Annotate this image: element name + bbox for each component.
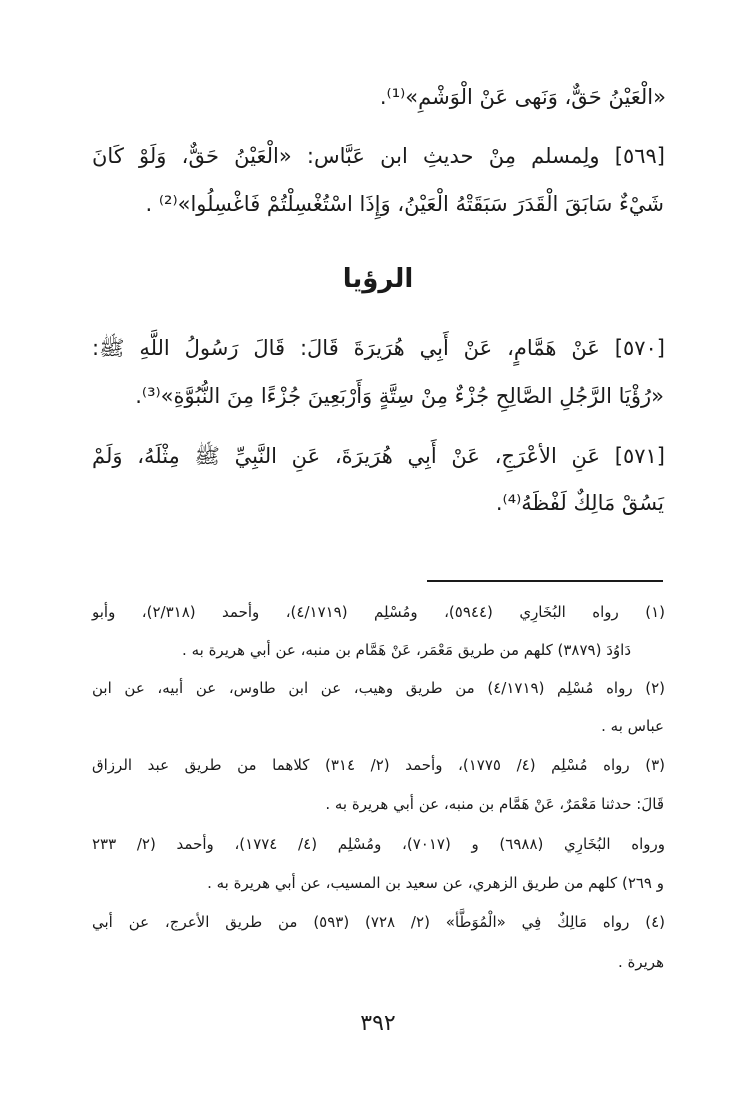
footnote-line: (٣) رواه مُسْلِم (٤/ ١٧٧٥)، وأحمد (٢/ ٣١٤) كلاهما من طريق عبد الرزاق: [92, 756, 666, 774]
body-line-1: «الْعَيْنُ حَقٌّ، وَنَهى عَنْ الْوَشْمِ»⁽¹⁾.: [379, 85, 666, 109]
hadith-570-line-1: [٥٧٠] عَنْ هَمَّامٍ، عَنْ أَبِي هُرَيرَةَ قَالَ: قَالَ رَسُولُ اللَّهِ ﷺ:: [92, 336, 665, 360]
footnote-line: ورواه البُخَارِي (٦٩٨٨) و (٧٠١٧)، ومُسْلِم (٤/ ١٧٧٤)، وأحمد (٢/ ٢٣٣: [92, 835, 666, 853]
footnote-line: (٤) رواه مَالِكٌ فِي «الْمُوَطَّأ» (٢/ ٧٢٨) (٥٩٣) من طريق الأعرج، عن أبي: [92, 913, 665, 931]
section-heading: الرؤيا: [342, 264, 414, 294]
footnote-line: و ٢٦٩) كلهم من طريق الزهري، عن سعيد بن المسيب، عن أبي هريرة به .: [207, 874, 664, 892]
footnote-line: قَالَ: حدثنا مَعْمَرٌ، عَنْ هَمَّام بن منبه، عن أبي هريرة به .: [325, 795, 664, 813]
hadith-571-line-2: يَسُقْ مَالِكٌ لَفْظَهُ⁽⁴⁾.: [495, 491, 664, 515]
footnote-line: عباس به .: [601, 717, 664, 735]
footnote-line: (٢) رواه مُسْلِم (٤/١٧١٩) من طريق وهيب، عن ابن طاوس، عن أبيه، عن ابن: [92, 679, 666, 697]
page-number: ٣٩٢: [360, 1011, 396, 1036]
footnote-line: هريرة .: [617, 953, 664, 971]
footnote-separator: [427, 580, 663, 582]
hadith-570-line-2: «رُؤْيَا الرَّجُلِ الصَّالِحِ جُزْءٌ مِنْ سِتَّةٍ وَأَرْبَعِينَ جُزْءًا مِنَ النُّبُوَّةِ»⁽³⁾.: [135, 384, 664, 408]
hadith-571-line-1: [٥٧١] عَنِ الأعْرَجِ، عَنْ أَبِي هُرَيرَةَ، عَنِ النَّبِيِّ ﷺ مِثْلَهُ، وَلَمْ: [92, 444, 665, 468]
hadith-569-line-1: [٥٦٩] ولِمسلم مِنْ حديثِ ابن عَبَّاس: «الْعَيْنُ حَقٌّ، وَلَوْ كَانَ: [92, 144, 665, 168]
footnote-line: (١) رواه البُخَارِي (٥٩٤٤)، ومُسْلِم (٤/١٧١٩)، وأحمد (٢/٣١٨)، وأبو: [92, 603, 665, 621]
footnote-line: دَاوُدَ (٣٨٧٩) كلهم من طريق مَعْمَر، عَنْ هَمَّام بن منبه، عن أبي هريرة به .: [182, 641, 631, 659]
hadith-569-line-2: شَيْءٌ سَابَقَ الْقَدَرَ سَبَقَتْهُ الْعَيْنُ، وَإِذَا اسْتُغْسِلْتُمْ فَاغْسِلُوا»⁽²⁾ .: [145, 192, 664, 216]
